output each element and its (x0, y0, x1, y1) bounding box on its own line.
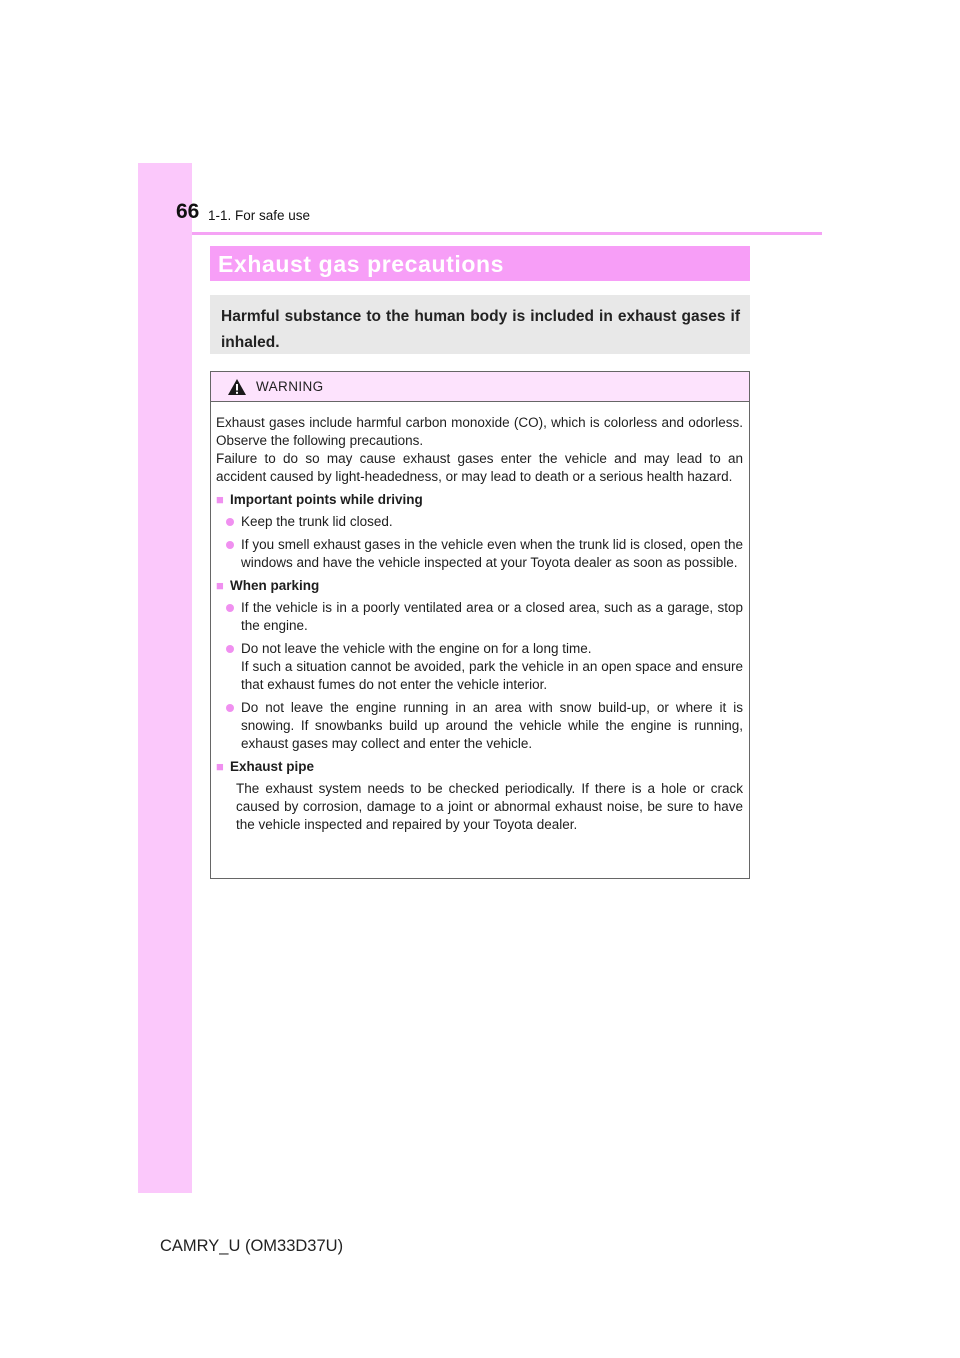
square-marker-icon: ■ (216, 492, 224, 507)
section-heading-parking (216, 577, 743, 595)
section-heading-exhaust-pipe (216, 758, 743, 776)
list-item (226, 699, 743, 753)
warning-paragraph-1-text: Exhaust gases include harmful carbon monoxide (CO), which is colorless and odorless. Observe the following precautions. (216, 415, 743, 448)
warning-paragraph-2-text: Failure to do so may cause exhaust gases enter the vehicle and may lead to an accident caused by light-headedness, or may lead to death or a serious health hazard. (216, 451, 743, 484)
circle-bullet-icon (226, 541, 234, 549)
intro-box: Harmful substance to the human body is included in exhaust gases if inhaled. (210, 295, 750, 354)
header-rule (192, 232, 822, 235)
list-item-text (241, 640, 743, 694)
list-item-text: Do not leave the engine running in an area with snow build-up, or where it is snowing. If snowbanks build up around the vehicle while the engine is running, exhaust gases may collect and enter the vehicle. (241, 700, 743, 751)
list-item-text: If the vehicle is in a poorly ventilated area or a closed area, such as a garage, stop the engine. (241, 600, 743, 633)
side-tab (138, 163, 192, 1193)
list-item (226, 640, 743, 694)
section-heading-text: Important points while driving (230, 492, 423, 507)
square-marker-icon: ■ (216, 578, 224, 593)
section-heading-text: When parking (230, 578, 320, 593)
title-bar (210, 246, 750, 281)
circle-bullet-icon (226, 518, 234, 526)
square-marker-icon: ■ (216, 759, 224, 774)
circle-bullet-icon (226, 704, 234, 712)
footer-code: CAMRY_U (OM33D37U) (160, 1237, 344, 1255)
page-number: 66 (176, 200, 200, 223)
list-item-text: Keep the trunk lid closed. (241, 514, 393, 529)
circle-bullet-icon (226, 645, 234, 653)
exhaust-pipe-text: The exhaust system needs to be checked periodically. If there is a hole or crack caused by corrosion, damage to a joint or abnormal exhaust noise, be sure to have the vehicle inspected and repaired by your Toyota dealer. (236, 781, 743, 832)
warning-triangle-icon (227, 378, 247, 396)
list-item (226, 536, 743, 572)
section-heading-text: Exhaust pipe (230, 759, 315, 774)
page-title: Exhaust gas precautions (218, 251, 505, 277)
warning-paragraph-1 (216, 414, 743, 486)
section-heading-driving (216, 491, 743, 509)
warning-box (210, 371, 750, 879)
warning-header (211, 372, 749, 402)
warning-body (211, 402, 749, 834)
list-item-text: If you smell exhaust gases in the vehicle even when the trunk lid is closed, open the windows and have the vehicle inspected at your Toyota dealer as soon as possible. (241, 537, 743, 570)
list-item (226, 599, 743, 635)
section-label: 1-1. For safe use (208, 208, 311, 223)
list-item-line: If such a situation cannot be avoided, park the vehicle in an open space and ensure that exhaust fumes do not enter the vehicle interior. (241, 659, 743, 692)
list-item (226, 513, 743, 531)
circle-bullet-icon (226, 604, 234, 612)
warning-label: WARNING (256, 379, 324, 394)
list-item-line: Do not leave the vehicle with the engine on for a long time. (241, 641, 592, 656)
